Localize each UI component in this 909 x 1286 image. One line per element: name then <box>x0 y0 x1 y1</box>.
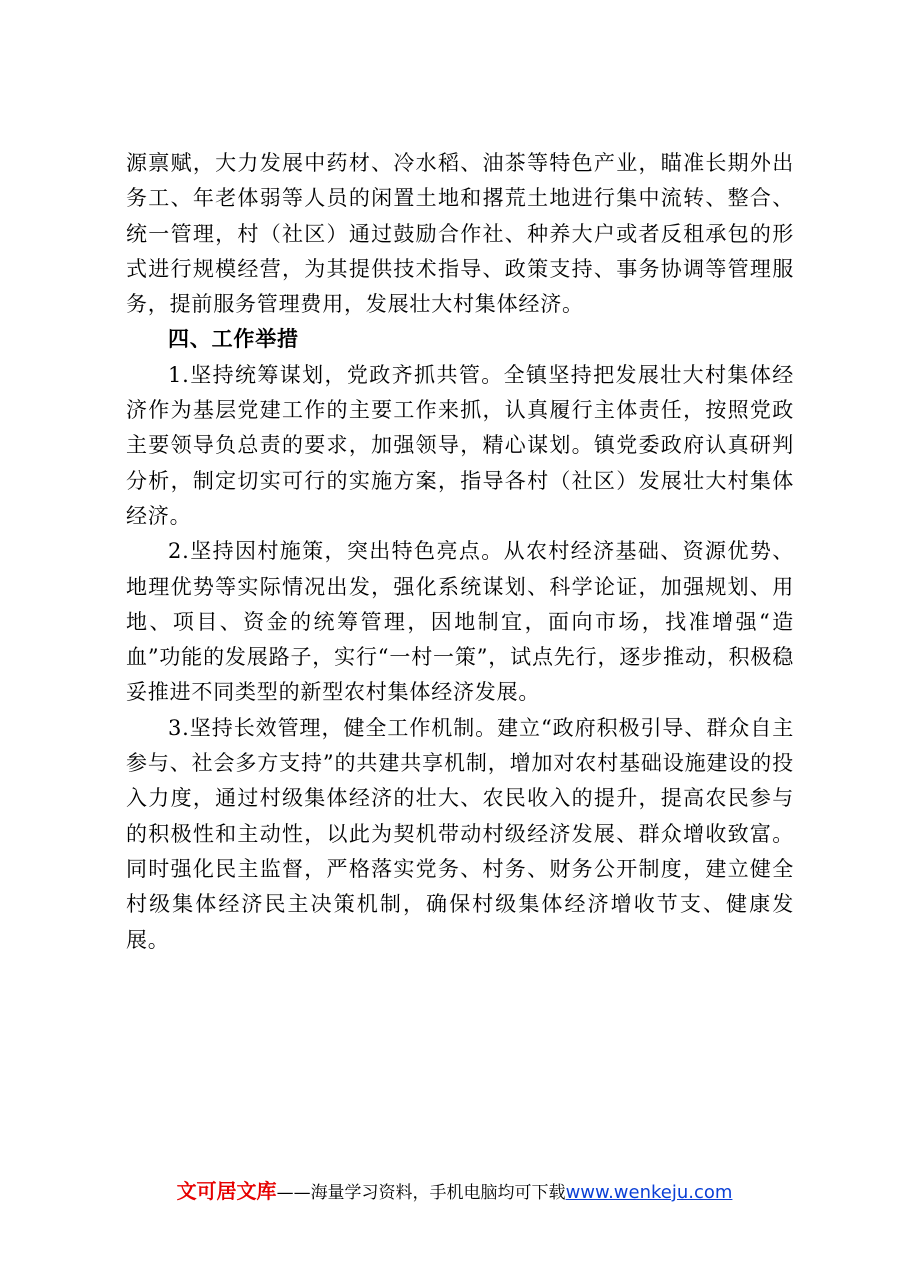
document-body <box>126 146 794 958</box>
paragraph-continuation: 源禀赋，大力发展中药材、冷水稻、油茶等特色产业，瞄准长期外出务工、年老体弱等人员的闲置土地和撂荒土地进行集中流转、整合、统一管理，村（社区）通过鼓励合作社、种养大户或者反租承包的形式进行规模经营，为其提供技术指导、政策支持、事务协调等管理服务，提前服务管理费用，发展壮大村集体经济。 <box>126 151 794 317</box>
section-heading: 四、工作举措 <box>168 327 299 352</box>
paragraph-measure-2: 2.坚持因村施策，突出特色亮点。从农村经济基础、资源优势、地理优势等实际情况出发，强化系统谋划、科学论证，加强规划、用地、项目、资金的统筹管理，因地制宜，面向市场，找准增强“造血”功能的发展路子，实行“一村一策”，试点先行，逐步推动，积极稳妥推进不同类型的新型农村集体经济发展。 <box>126 539 794 705</box>
footer-brand-name: 文可居文库 <box>176 1179 277 1203</box>
paragraph-measure-3: 3.坚持长效管理，健全工作机制。建立“政府积极引导、群众自主参与、社会多方支持”的共建共享机制，增加对农村基础设施建设的投入力度，通过村级集体经济的壮大、农民收入的提升，提高农民参与的积极性和主动性，以此为契机带动村级经济发展、群众增收致富。同时强化民主监督，严格落实党务、村务、财务公开制度，建立健全村级集体经济民主决策机制，确保村级集体经济增收节支、健康发展。 <box>126 715 794 952</box>
paragraph-measure-1: 1.坚持统筹谋划，党政齐抓共管。全镇坚持把发展壮大村集体经济作为基层党建工作的主要工作来抓，认真履行主体责任，按照党政主要领导负总责的要求，加强领导，精心谋划。镇党委政府认真研判分析，制定切实可行的实施方案，指导各村（社区）发展壮大村集体经济。 <box>126 362 794 528</box>
footer-banner <box>0 1175 909 1204</box>
footer-slogan: ——海量学习资料，手机电脑均可下载 <box>276 1183 566 1203</box>
footer-url-link[interactable]: www.wenkeju.com <box>565 1182 733 1203</box>
